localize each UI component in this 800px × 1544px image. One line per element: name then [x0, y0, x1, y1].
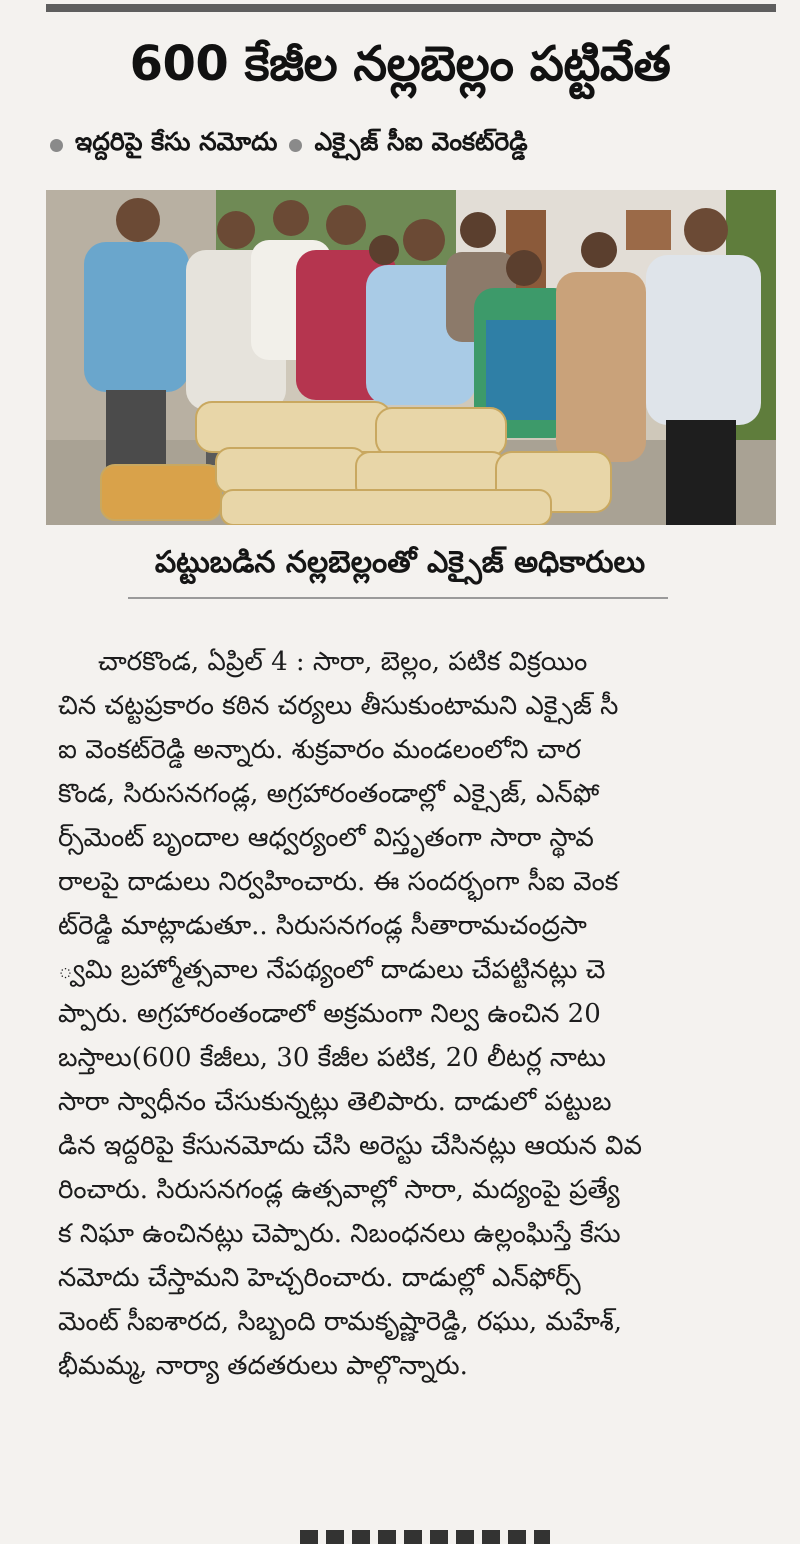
- body-line: క నిఘా ఉంచినట్లు చెప్పారు. నిబంధనలు ఉల్లంఘిస్తే కేసు: [58, 1219, 621, 1249]
- news-photo: [46, 190, 776, 525]
- headline: 600 కేజీల నల్లబెల్లం పట్టివేత: [129, 36, 671, 92]
- body-line: ఐ వెంకట్‌రెడ్డి అన్నారు. శుక్రవారం మండలంలోని చార: [58, 735, 581, 765]
- subhead-1: ఇద్దరిపై కేసు నమోదు: [75, 127, 278, 156]
- bullet-icon: [50, 139, 63, 152]
- body-line: డిన ఇద్దరిపై కేసునమోదు చేసి అరెస్టు చేసినట్లు ఆయన వివ: [58, 1131, 643, 1161]
- subhead-2: ఎక్సైజ్ సీఐ వెంకట్‌రెడ్డి: [314, 127, 528, 156]
- body-line: రించారు. సిరుసనగండ్ల ఉత్సవాల్లో సారా, మద్యంపై ప్రత్యే: [58, 1175, 620, 1205]
- body-line: ్వమి బ్రహ్మోత్సవాల నేపథ్యంలో దాడులు చేపట్టినట్లు చె: [58, 955, 606, 985]
- body-line: రాలపై దాడులు నిర్వహించారు. ఈ సందర్భంగా సీఐ వెంక: [58, 867, 619, 897]
- body-line: మెంట్ సీఐశారద, సిబ్బంది రామకృష్ణారెడ్డి, రఘు, మహేశ్,: [58, 1307, 623, 1337]
- article-body: [58, 640, 778, 1388]
- body-line: సారా స్వాధీనం చేసుకున్నట్లు తెలిపారు. దాడులో పట్టుబ: [58, 1087, 612, 1117]
- top-rule: [46, 4, 776, 12]
- bullet-icon: [289, 139, 302, 152]
- body-line: ట్‌రెడ్డి మాట్లాడుతూ.. సిరుసనగండ్ల సీతారామచంద్రసా: [58, 911, 587, 941]
- next-article-fragment: [300, 1530, 550, 1544]
- photo-caption: పట్టుబడిన నల్లబెల్లంతో ఎక్సైజ్ అధికారులు: [154, 545, 646, 580]
- caption-divider: [128, 597, 668, 599]
- body-line: నమోదు చేస్తామని హెచ్చరించారు. దాడుల్లో ఎన్‌ఫోర్స్: [58, 1263, 581, 1293]
- body-line: చారకొండ, ఏప్రిల్ 4 : సారా, బెల్లం, పటిక విక్రయిం: [98, 647, 588, 677]
- body-line: భీమమ్మ, నార్యా తదతరులు పాల్గొన్నారు.: [58, 1351, 468, 1381]
- subhead-row: [50, 120, 780, 170]
- body-line: చిన చట్టప్రకారం కఠిన చర్యలు తీసుకుంటామని ఎక్సైజ్ సీ: [58, 691, 619, 721]
- body-line: ర్స్‌మెంట్ బృందాల ఆధ్వర్యంలో విస్తృతంగా సారా స్థావ: [58, 823, 594, 853]
- photo-illustration: [46, 190, 776, 525]
- body-line: బస్తాలు(600 కేజీలు, 30 కేజీల పటిక, 20 లీటర్ల నాటు: [58, 1043, 606, 1073]
- body-line: కొండ, సిరుసనగండ్ల, అగ్రహారంతండాల్లో ఎక్సైజ్, ఎన్‌ఫో: [58, 779, 600, 809]
- body-line: ప్పారు. అగ్రహారంతండాలో అక్రమంగా నిల్వ ఉంచిన 20: [58, 999, 601, 1029]
